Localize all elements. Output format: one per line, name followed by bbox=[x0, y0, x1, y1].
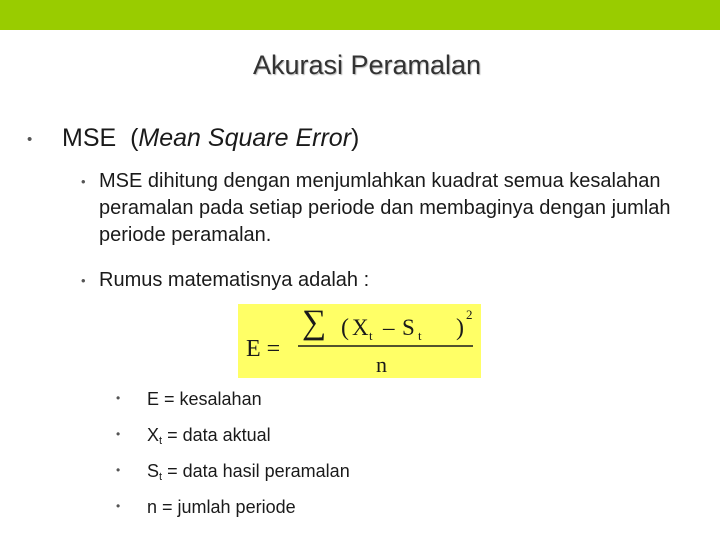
legend-description: = jumlah periode bbox=[157, 497, 296, 517]
legend-description: = data aktual bbox=[162, 425, 271, 445]
legend-text bbox=[147, 425, 271, 447]
legend-symbol: n bbox=[147, 497, 158, 517]
bullet-marker: • bbox=[27, 131, 33, 148]
legend-text bbox=[147, 497, 296, 519]
formula-minus: – bbox=[383, 315, 395, 340]
slide-title: Akurasi Peramalan bbox=[252, 50, 482, 80]
formula-graphic bbox=[238, 304, 481, 378]
bullet-marker: • bbox=[116, 427, 121, 441]
legend-symbol: E bbox=[147, 389, 160, 409]
formula-intro-text: Rumus matematisnya adalah : bbox=[99, 269, 370, 291]
formula-x-sub: t bbox=[369, 328, 373, 343]
sum-symbol: ∑ bbox=[302, 304, 327, 341]
mse-label: MSE bbox=[62, 124, 117, 152]
paren-open: ( bbox=[130, 124, 139, 152]
bullet-marker: • bbox=[116, 391, 121, 405]
sub-bullet-formula-intro bbox=[81, 267, 699, 294]
legend-subscript: t bbox=[159, 435, 163, 447]
legend-text bbox=[147, 389, 262, 411]
mse-expansion: Mean Square Error bbox=[138, 124, 352, 152]
formula-s-sub: t bbox=[418, 328, 422, 343]
legend-symbol: X bbox=[147, 425, 160, 445]
legend-symbol: S bbox=[147, 461, 160, 481]
main-bullet-text bbox=[62, 124, 359, 153]
legend-subscript: t bbox=[159, 471, 163, 483]
legend-text bbox=[147, 461, 350, 483]
definition-text: MSE dihitung dengan menjumlahkan kuadrat semua kesalahan peramalan pada setiap periode dan membaginya dengan jumlah periode peramalan. bbox=[99, 170, 671, 246]
bullet-marker: • bbox=[81, 174, 86, 189]
legend-description: = data hasil peramalan bbox=[162, 461, 350, 481]
legend-description: = kesalahan bbox=[159, 389, 262, 409]
bullet-marker: • bbox=[116, 499, 121, 513]
top-accent-bar bbox=[0, 0, 720, 30]
formula-s: S bbox=[402, 315, 415, 340]
formula-close-paren: ) bbox=[456, 315, 464, 341]
paren-close: ) bbox=[351, 124, 360, 152]
formula-x: X bbox=[352, 315, 369, 340]
mse-formula bbox=[238, 304, 481, 378]
formula-exponent: 2 bbox=[466, 307, 473, 322]
bullet-marker: • bbox=[81, 273, 86, 288]
sub-bullet-definition bbox=[81, 168, 699, 249]
bullet-marker: • bbox=[116, 463, 121, 477]
formula-open-paren: ( bbox=[341, 315, 349, 341]
formula-denominator: n bbox=[376, 352, 387, 377]
formula-lhs: E = bbox=[246, 336, 281, 362]
